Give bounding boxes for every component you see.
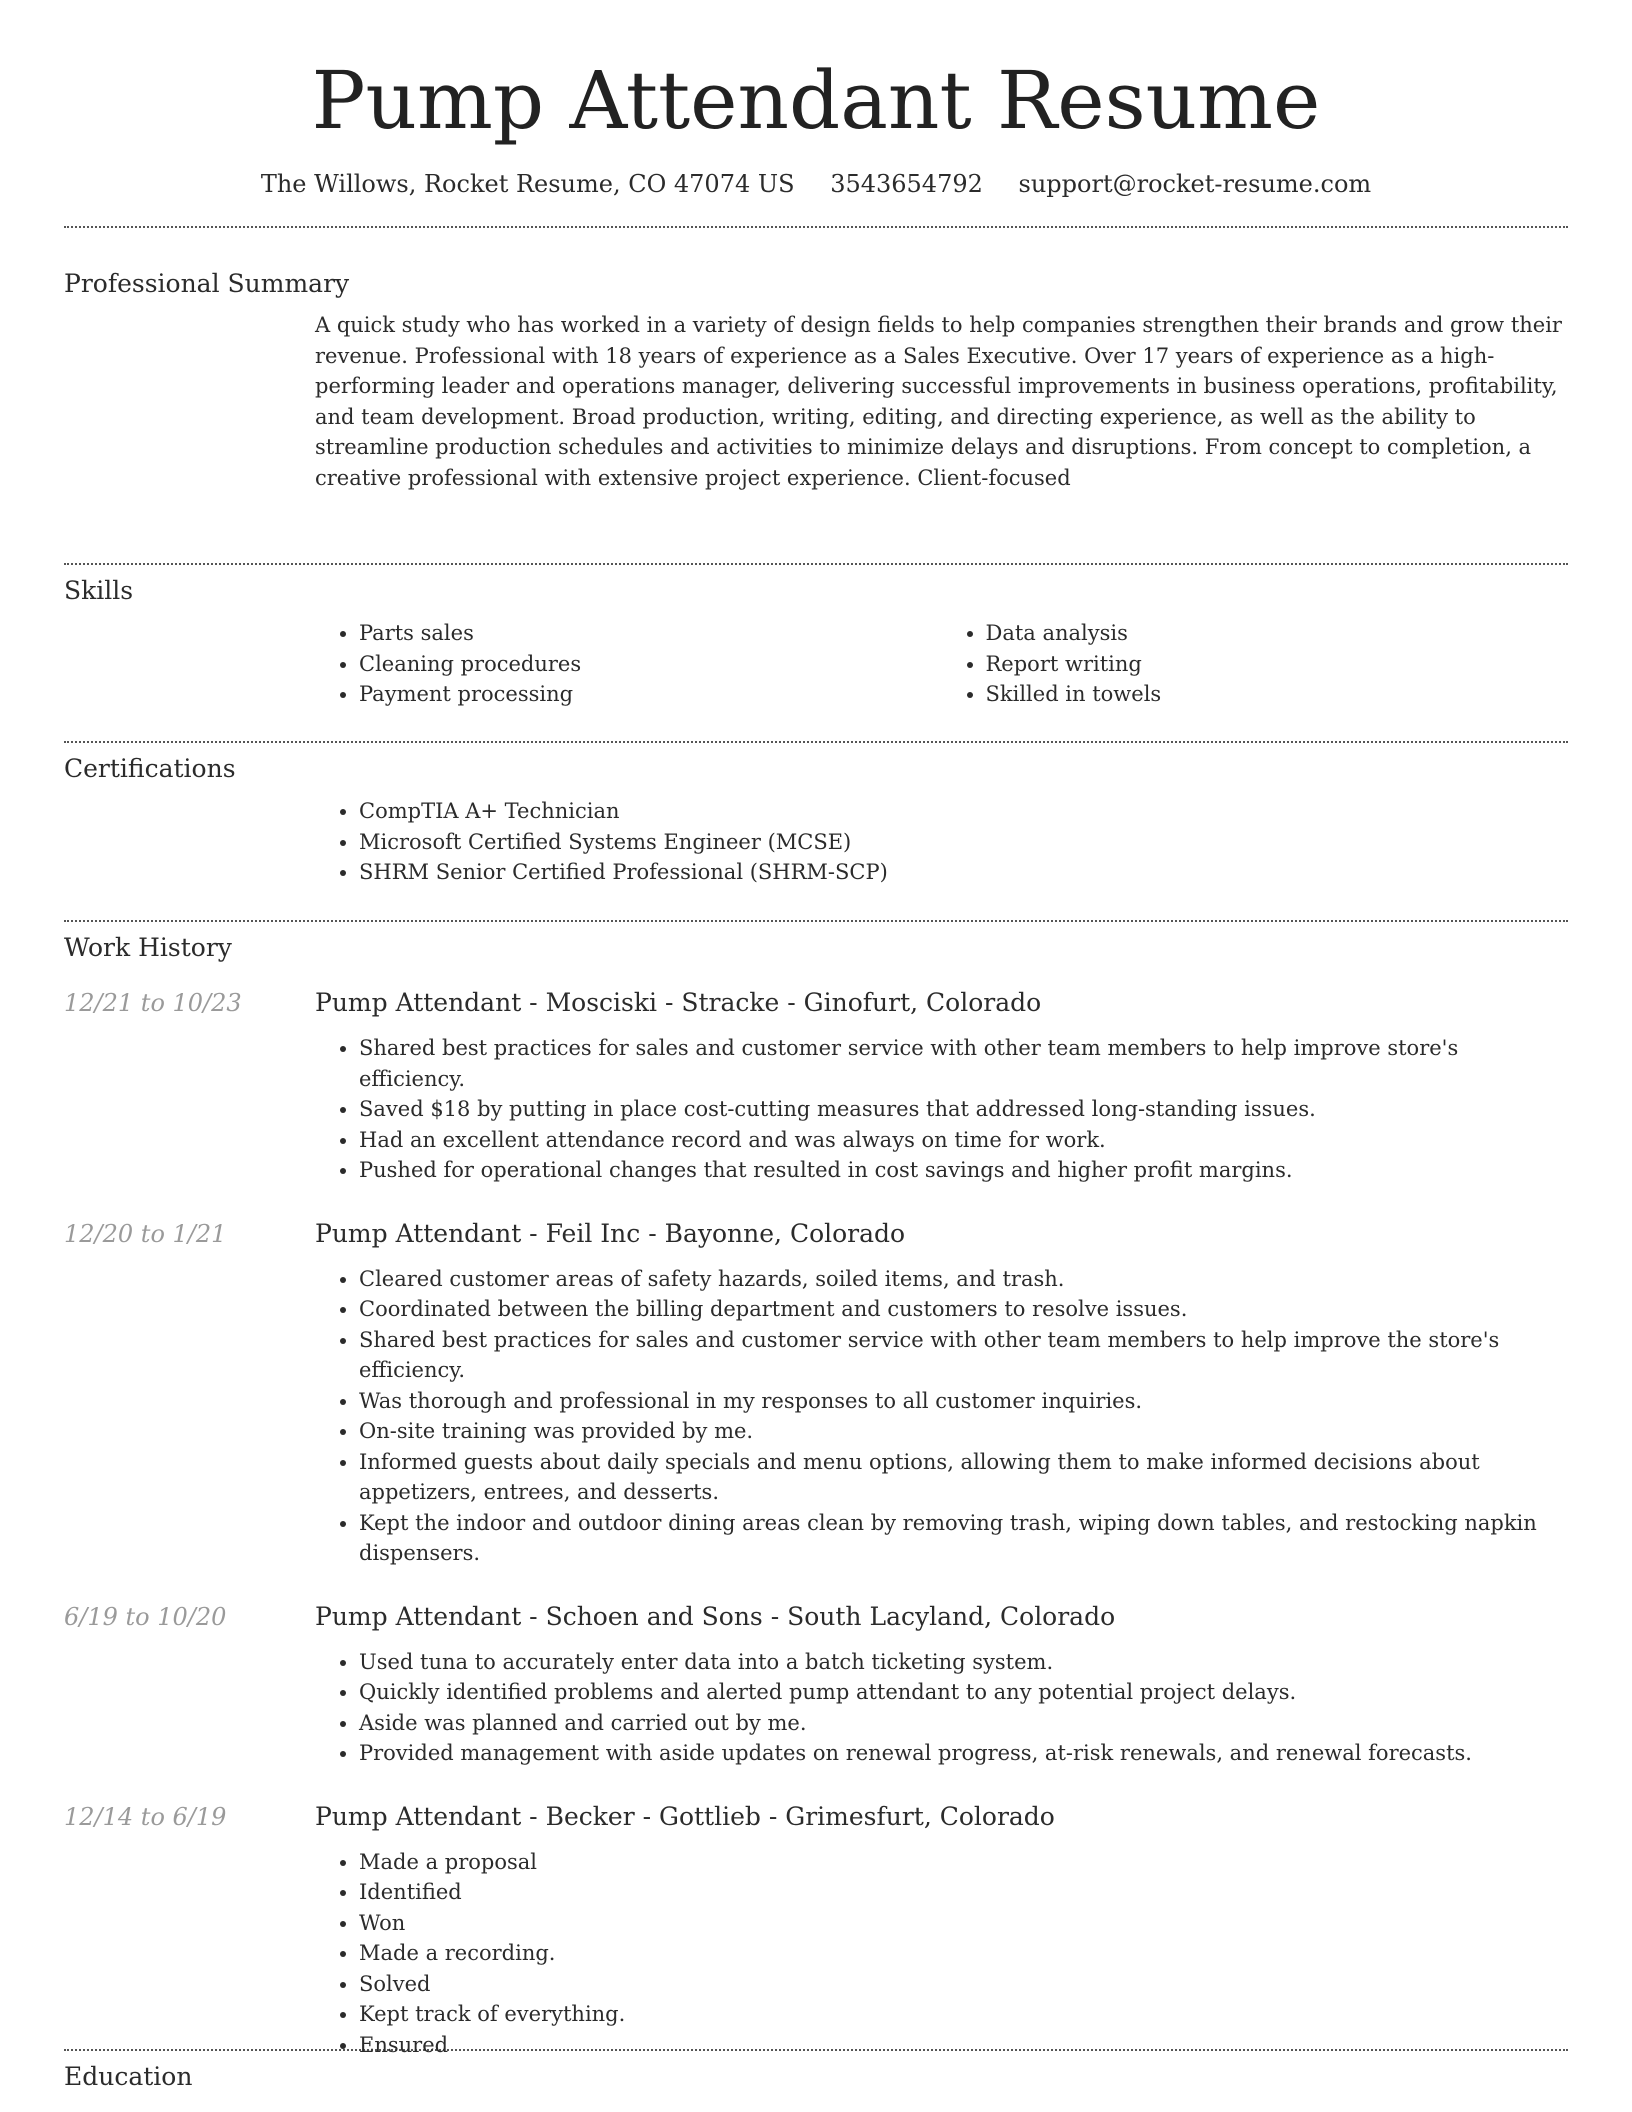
job-bullets xyxy=(315,1033,1568,1186)
job-entry xyxy=(64,1801,1568,2061)
job-bullet: • Had an excellent attendance record and was always on time for work. xyxy=(359,1125,1568,1156)
job-dates: 6/19 to 10/20 xyxy=(64,1602,227,1631)
job-bullet: • Used tuna to accurately enter data into a batch ticketing system. xyxy=(359,1647,1568,1678)
job-entry xyxy=(64,1218,1568,1569)
section-heading: Skills xyxy=(64,576,134,605)
skills-list xyxy=(315,618,1568,710)
job-bullet: • Shared best practices for sales and customer service with other team members to help improve the store's efficiency. xyxy=(359,1325,1568,1386)
skills-section xyxy=(64,565,1568,741)
contact-email: support@rocket-resume.com xyxy=(1018,170,1372,198)
contact-line xyxy=(64,168,1568,200)
job-bullet: • Was thorough and professional in my responses to all customer inquiries. xyxy=(359,1386,1568,1417)
job-title: Pump Attendant - Feil Inc - Bayonne, Colorado xyxy=(315,1218,906,1248)
certifications-list xyxy=(315,796,1568,888)
job-bullets xyxy=(315,1847,1568,2061)
job-bullet: • Shared best practices for sales and customer service with other team members to help improve store's efficiency. xyxy=(359,1033,1568,1094)
job-bullet: • Solved xyxy=(359,1969,1568,2000)
job-bullet: • Aside was planned and carried out by me. xyxy=(359,1708,1568,1739)
job-details xyxy=(315,1801,1568,2061)
section-heading: Work History xyxy=(64,933,232,962)
summary-content xyxy=(315,310,1568,493)
job-bullet: • Kept the indoor and outdoor dining areas clean by removing trash, wiping down tables, and restocking napkin dispensers. xyxy=(359,1508,1568,1569)
summary-section xyxy=(64,228,1568,563)
job-bullet: • Quickly identified problems and alerted pump attendant to any potential project delays. xyxy=(359,1677,1568,1708)
job-bullet: • Informed guests about daily specials and menu options, allowing them to make informed decisions about appetizers, entrees, and desserts. xyxy=(359,1447,1568,1508)
skill-item: • Report writing xyxy=(986,649,1569,680)
skills-column-left xyxy=(315,618,942,710)
section-heading: Professional Summary xyxy=(64,269,350,298)
skill-item: • Parts sales xyxy=(359,618,942,649)
job-bullet: • Saved $18 by putting in place cost-cutting measures that addressed long-standing issues. xyxy=(359,1094,1568,1125)
job-bullet: • Provided management with aside updates on renewal progress, at-risk renewals, and renewal forecasts. xyxy=(359,1738,1568,1769)
job-bullet: • Ensured xyxy=(359,2030,1568,2061)
contact-address: The Willows, Rocket Resume, CO 47074 US xyxy=(260,170,795,198)
job-bullet: • Won xyxy=(359,1908,1568,1939)
section-heading: Education xyxy=(64,2062,193,2091)
certification-item: • Microsoft Certified Systems Engineer (MCSE) xyxy=(359,827,1568,858)
job-dates: 12/21 to 10/23 xyxy=(64,989,242,1017)
job-details xyxy=(315,987,1568,1186)
section-heading: Certifications xyxy=(64,754,236,783)
job-bullet: • Coordinated between the billing department and customers to resolve issues. xyxy=(359,1294,1568,1325)
skill-item: • Data analysis xyxy=(986,618,1569,649)
job-bullet: • Kept track of everything. xyxy=(359,1999,1568,2030)
job-details xyxy=(315,1218,1568,1569)
skill-item: • Payment processing xyxy=(359,679,942,710)
skills-column-right xyxy=(942,618,1569,710)
job-dates: 12/14 to 6/19 xyxy=(64,1802,227,1831)
job-title: Pump Attendant - Becker - Gottlieb - Grimesfurt, Colorado xyxy=(315,1801,1055,1831)
job-entry xyxy=(64,987,1568,1186)
job-dates: 12/20 to 1/21 xyxy=(64,1219,227,1248)
work-history-section xyxy=(64,922,1568,2057)
job-bullet: • Identified xyxy=(359,1877,1568,1908)
job-entry xyxy=(64,1601,1568,1769)
job-bullet: • Cleared customer areas of safety hazards, soiled items, and trash. xyxy=(359,1264,1568,1295)
job-details xyxy=(315,1601,1568,1769)
page-title: Pump Attendant Resume xyxy=(311,54,1321,147)
certifications-section xyxy=(64,743,1568,920)
skill-item: • Cleaning procedures xyxy=(359,649,942,680)
education-section xyxy=(64,2051,1568,2094)
summary-text: A quick study who has worked in a variety of design fields to help companies strengthen their brands and grow their revenue. Professional with 18 years of experience as a Sales Executive. Over 17 years of experience as a high-performing leader and operations manager, delivering successful improvements in business operations, profitability, and team development. Broad production, writing, editing, and directing experience, as well as the ability to streamline production schedules and activities to minimize delays and disruptions. From concept to completion, a creative professional with extensive project experience. Client-focused xyxy=(315,313,1562,490)
resume-page xyxy=(64,0,1568,2094)
job-title: Pump Attendant - Schoen and Sons - South Lacyland, Colorado xyxy=(315,1601,1116,1631)
job-bullets xyxy=(315,1647,1568,1769)
job-bullet: • Made a recording. xyxy=(359,1938,1568,1969)
job-title: Pump Attendant - Mosciski - Stracke - Ginofurt, Colorado xyxy=(315,988,1042,1017)
contact-phone: 3543654792 xyxy=(830,170,983,198)
certifications-content xyxy=(315,796,1568,888)
certification-item: • SHRM Senior Certified Professional (SHRM-SCP) xyxy=(359,857,1568,888)
certification-item: • CompTIA A+ Technician xyxy=(359,796,1568,827)
job-bullet: • Made a proposal xyxy=(359,1847,1568,1878)
job-list xyxy=(64,987,1568,2060)
skill-item: • Skilled in towels xyxy=(986,679,1569,710)
job-bullets xyxy=(315,1264,1568,1569)
job-bullet: • On-site training was provided by me. xyxy=(359,1416,1568,1447)
job-bullet: • Pushed for operational changes that resulted in cost savings and higher profit margins. xyxy=(359,1155,1568,1186)
